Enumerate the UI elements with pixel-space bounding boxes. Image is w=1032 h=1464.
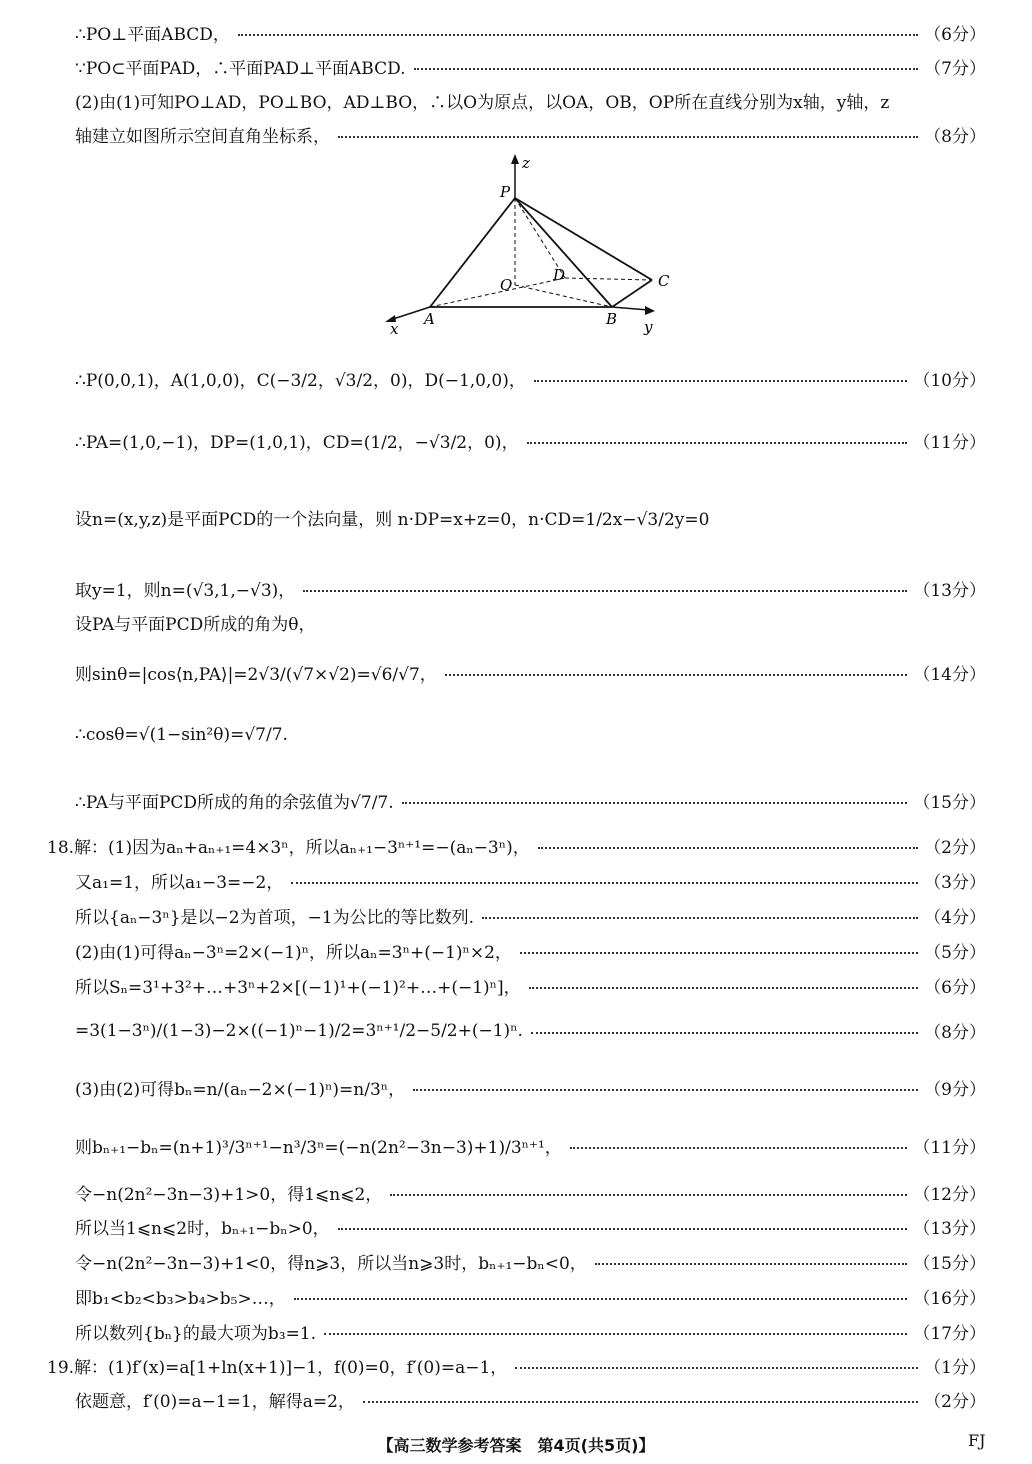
line-24 <box>75 1284 986 1309</box>
score: （15分） <box>913 793 986 813</box>
line-15 <box>75 903 986 928</box>
line-text: 19.解：(1)f′(x)=a[1+ln(x+1)]−1，f(0)=0，f′(0)=a−1， <box>47 1358 508 1378</box>
score: （8分） <box>924 127 986 147</box>
score: （17分） <box>913 1324 986 1344</box>
score: （3分） <box>924 873 986 893</box>
line-2 <box>75 54 986 79</box>
score: （2分） <box>924 1392 986 1412</box>
line-text: 依题意，f′(0)=a−1=1，解得a=2， <box>75 1392 355 1412</box>
line-12 <box>75 788 986 813</box>
line-27 <box>75 1387 986 1412</box>
line-13 <box>47 833 986 858</box>
fig-label-D: D <box>553 266 566 284</box>
score: （9分） <box>924 1080 986 1100</box>
line-26 <box>47 1353 986 1378</box>
fig-label-z: z <box>522 154 530 172</box>
line-text: ∵PO⊂平面PAD，∴平面PAD⊥平面ABCD. <box>75 59 406 79</box>
fig-label-x: x <box>390 320 399 338</box>
line-3 <box>75 88 986 113</box>
line-6 <box>75 428 986 453</box>
line-text: 轴建立如图所示空间直角坐标系， <box>75 127 330 147</box>
line-text: ∴PA=(1,0,−1)，DP=(1,0,1)，CD=(1/2，−√3/2，0)， <box>75 433 519 453</box>
score: （13分） <box>913 1219 986 1239</box>
line-text: (2)由(1)可知PO⊥AD，PO⊥BO，AD⊥BO，∴以O为原点，以OA，OB，OP所在直线分别为x轴，y轴，z <box>75 93 890 113</box>
line-5 <box>75 366 986 391</box>
line-16 <box>75 938 986 963</box>
fig-label-O: O <box>500 276 513 294</box>
line-text: 则bₙ₊₁−bₙ=(n+1)³/3ⁿ⁺¹−n³/3ⁿ=(−n(2n²−3n−3)+1)/3ⁿ⁺¹， <box>75 1138 562 1158</box>
line-text: 令−n(2n²−3n−3)+1>0，得1⩽n⩽2， <box>75 1185 383 1205</box>
fig-label-C: C <box>658 272 670 290</box>
line-text: ∴cosθ=√(1−sin²θ)=√7/7. <box>75 725 288 745</box>
score: （13分） <box>913 581 986 601</box>
score: （10分） <box>913 371 986 391</box>
fig-label-A: A <box>424 310 435 328</box>
line-8 <box>75 576 986 601</box>
score: （1分） <box>924 1358 986 1378</box>
score: （6分） <box>924 25 986 45</box>
line-7 <box>75 505 986 530</box>
line-11 <box>75 725 986 745</box>
pyramid-figure <box>380 150 680 340</box>
fig-label-y: y <box>644 318 653 336</box>
line-20 <box>75 1133 986 1158</box>
line-text: 令−n(2n²−3n−3)+1<0，得n⩾3，所以当n⩾3时，bₙ₊₁−bₙ<0， <box>75 1254 587 1274</box>
line-17 <box>75 973 986 998</box>
line-9 <box>75 610 986 635</box>
line-25 <box>75 1319 986 1344</box>
line-text: 所以{aₙ−3ⁿ}是以−2为首项，−1为公比的等比数列. <box>75 908 475 928</box>
region-code: FJ <box>968 1431 986 1450</box>
line-text: 所以数列{bₙ}的最大项为b₃=1. <box>75 1324 317 1344</box>
line-text: 则sinθ=|cos⟨n,PA⟩|=2√3/(√7×√2)=√6/√7， <box>75 665 437 685</box>
line-10 <box>75 660 986 685</box>
fig-label-B: B <box>606 310 618 328</box>
line-text: 设n=(x,y,z)是平面PCD的一个法向量，则 n·DP=x+z=0，n·CD=1/2x−√3/2y=0 <box>75 510 710 530</box>
line-1 <box>75 20 986 45</box>
line-text: 所以当1⩽n⩽2时，bₙ₊₁−bₙ>0， <box>75 1219 330 1239</box>
line-text: ∴PA与平面PCD所成的角的余弦值为√7/7. <box>75 793 394 813</box>
score: （5分） <box>924 943 986 963</box>
line-text: 18.解：(1)因为aₙ+aₙ₊₁=4×3ⁿ，所以aₙ₊₁−3ⁿ⁺¹=−(aₙ−3ⁿ)， <box>47 838 530 858</box>
line-text: 即b₁<b₂<b₃>b₄>b₅>…， <box>75 1289 286 1309</box>
line-21 <box>75 1180 986 1205</box>
line-text: (3)由(2)可得bₙ=n/(aₙ−2×(−1)ⁿ)=n/3ⁿ， <box>75 1080 406 1100</box>
score: （12分） <box>913 1185 986 1205</box>
score: （7分） <box>924 59 986 79</box>
score: （11分） <box>913 433 986 453</box>
score: （11分） <box>913 1138 986 1158</box>
line-text: =3(1−3ⁿ)/(1−3)−2×((−1)ⁿ−1)/2=3ⁿ⁺¹/2−5/2+(−1)ⁿ. <box>75 1020 523 1041</box>
score: （6分） <box>924 978 986 998</box>
score: （15分） <box>913 1254 986 1274</box>
line-19 <box>75 1075 986 1100</box>
line-22 <box>75 1214 986 1239</box>
line-text: ∴PO⊥平面ABCD， <box>75 25 230 45</box>
line-text: 又a₁=1，所以a₁−3=−2， <box>75 873 284 893</box>
line-14 <box>75 868 986 893</box>
score: （8分） <box>924 1023 986 1043</box>
line-text: 设PA与平面PCD所成的角为θ， <box>75 615 316 635</box>
line-text: 所以Sₙ=3¹+3²+…+3ⁿ+2×[(−1)¹+(−1)²+…+(−1)ⁿ]， <box>75 978 521 998</box>
line-18 <box>75 1018 986 1043</box>
line-text: (2)由(1)可得aₙ−3ⁿ=2×(−1)ⁿ，所以aₙ=3ⁿ+(−1)ⁿ×2， <box>75 943 512 963</box>
fig-label-P: P <box>500 183 511 201</box>
score: （14分） <box>913 665 986 685</box>
line-text: ∴P(0,0,1)，A(1,0,0)，C(−3/2，√3/2，0)，D(−1,0,0)， <box>75 371 526 391</box>
score: （4分） <box>924 908 986 928</box>
score: （2分） <box>924 838 986 858</box>
line-text: 取y=1，则n=(√3,1,−√3)， <box>75 581 296 601</box>
page-footer: 【高三数学参考答案 第4页(共5页)】 <box>377 1436 655 1455</box>
line-23 <box>75 1249 986 1274</box>
line-4 <box>75 122 986 147</box>
score: （16分） <box>913 1289 986 1309</box>
